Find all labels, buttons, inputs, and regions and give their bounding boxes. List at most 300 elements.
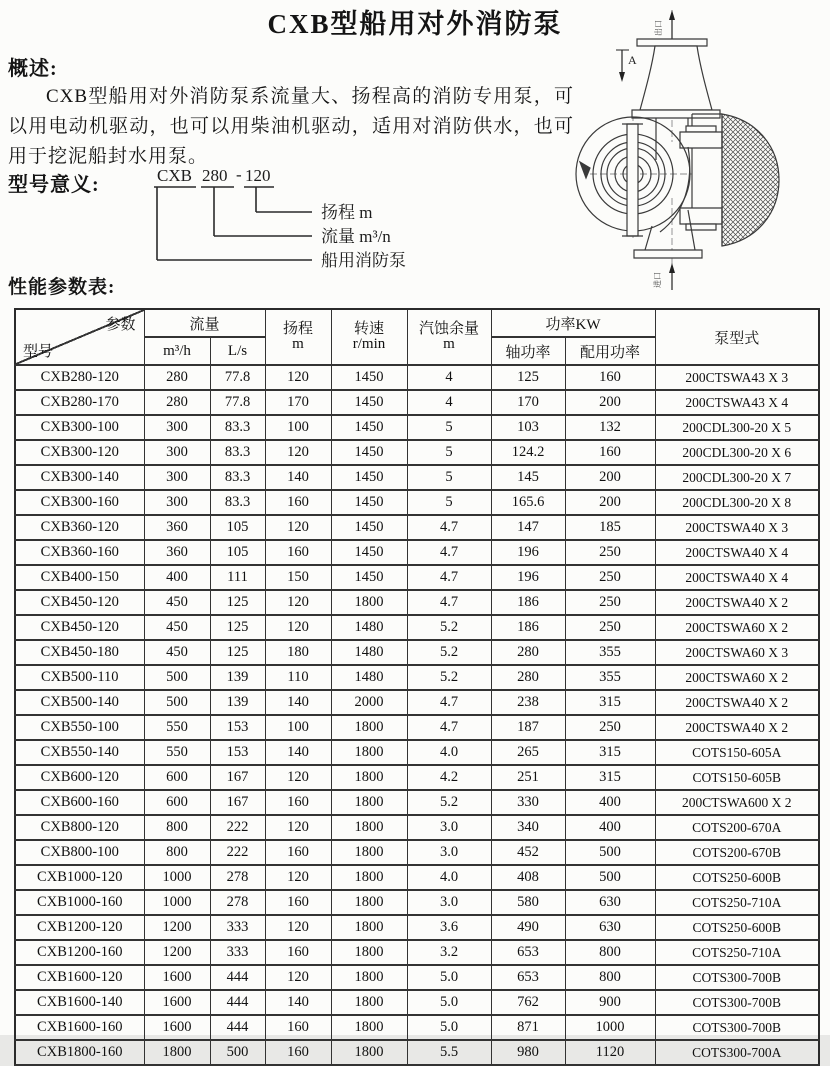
value-cell: 1120: [565, 1040, 655, 1065]
pump-type-cell: 200CTSWA40 X 4: [655, 565, 819, 590]
value-cell: 1800: [331, 815, 407, 840]
value-cell: 125: [491, 365, 565, 390]
value-cell: 132: [565, 415, 655, 440]
value-cell: 77.8: [210, 390, 265, 415]
value-cell: 5.0: [407, 965, 491, 990]
value-cell: 4.7: [407, 540, 491, 565]
model-cell: CXB1200-160: [15, 940, 144, 965]
model-cell: CXB800-100: [15, 840, 144, 865]
value-cell: 630: [565, 915, 655, 940]
table-row: [15, 640, 819, 665]
value-cell: 355: [565, 640, 655, 665]
corner-param-label: 参数: [105, 317, 136, 333]
value-cell: 1800: [331, 840, 407, 865]
model-cell: CXB300-120: [15, 440, 144, 465]
pump-type-cell: COTS300-700B: [655, 1015, 819, 1040]
value-cell: 490: [491, 915, 565, 940]
value-cell: 3.0: [407, 840, 491, 865]
model-cell: CXB450-120: [15, 590, 144, 615]
table-row: [15, 765, 819, 790]
head-unit: m: [292, 336, 304, 352]
value-cell: 900: [565, 990, 655, 1015]
pump-type-cell: 200CTSWA40 X 2: [655, 590, 819, 615]
npsh-label: 汽蚀余量: [419, 321, 480, 337]
table-row: [15, 815, 819, 840]
model-cell: CXB600-160: [15, 790, 144, 815]
value-cell: 222: [210, 840, 265, 865]
value-cell: 3.0: [407, 815, 491, 840]
value-cell: 1800: [331, 940, 407, 965]
value-cell: 550: [144, 715, 210, 740]
value-cell: 444: [210, 1015, 265, 1040]
value-cell: 5.2: [407, 615, 491, 640]
value-cell: 250: [565, 715, 655, 740]
value-cell: 5.2: [407, 665, 491, 690]
value-cell: 200: [565, 390, 655, 415]
value-cell: 124.2: [491, 440, 565, 465]
pump-type-cell: 200CTSWA600 X 2: [655, 790, 819, 815]
shaft-power-header: 轴功率: [491, 337, 565, 365]
speed-label: 转速: [354, 321, 385, 337]
value-cell: 160: [265, 540, 331, 565]
value-cell: 160: [265, 1015, 331, 1040]
value-cell: 1000: [565, 1015, 655, 1040]
value-cell: 196: [491, 540, 565, 565]
value-cell: 1000: [144, 890, 210, 915]
value-cell: 4: [407, 390, 491, 415]
head-column-header: [265, 309, 331, 365]
pump-type-cell: 200CTSWA60 X 3: [655, 640, 819, 665]
value-cell: 1200: [144, 915, 210, 940]
rated-power-header: 配用功率: [565, 337, 655, 365]
table-row: [15, 1040, 819, 1065]
value-cell: 238: [491, 690, 565, 715]
value-cell: 800: [565, 940, 655, 965]
value-cell: 630: [565, 890, 655, 915]
value-cell: 450: [144, 640, 210, 665]
value-cell: 160: [265, 490, 331, 515]
model-cell: CXB550-100: [15, 715, 144, 740]
table-row: [15, 440, 819, 465]
pump-type-cell: 200CTSWA43 X 3: [655, 365, 819, 390]
pump-type-cell: 200CTSWA40 X 3: [655, 515, 819, 540]
value-cell: 1800: [331, 890, 407, 915]
pump-type-cell: COTS300-700B: [655, 990, 819, 1015]
pump-type-cell: COTS250-600B: [655, 915, 819, 940]
value-cell: 5.2: [407, 640, 491, 665]
model-cell: CXB280-120: [15, 365, 144, 390]
table-row: [15, 865, 819, 890]
value-cell: 1800: [331, 590, 407, 615]
value-cell: 278: [210, 865, 265, 890]
value-cell: 120: [265, 815, 331, 840]
value-cell: 83.3: [210, 440, 265, 465]
value-cell: 145: [491, 465, 565, 490]
value-cell: 5: [407, 490, 491, 515]
value-cell: 196: [491, 565, 565, 590]
value-cell: 105: [210, 540, 265, 565]
model-cell: CXB1000-160: [15, 890, 144, 915]
value-cell: 333: [210, 915, 265, 940]
value-cell: 278: [210, 890, 265, 915]
value-cell: 83.3: [210, 490, 265, 515]
value-cell: 160: [265, 790, 331, 815]
value-cell: 800: [144, 815, 210, 840]
overview-heading: 概述:: [8, 58, 58, 80]
value-cell: 4: [407, 365, 491, 390]
pump-type-cell: 200CDL300-20 X 5: [655, 415, 819, 440]
value-cell: 251: [491, 765, 565, 790]
value-cell: 1450: [331, 365, 407, 390]
value-cell: 500: [565, 840, 655, 865]
flow-ls-header: L/s: [210, 337, 265, 365]
table-row: [15, 965, 819, 990]
label-head: 扬程 m: [321, 203, 373, 222]
value-cell: 444: [210, 990, 265, 1015]
value-cell: 5.5: [407, 1040, 491, 1065]
value-cell: 1450: [331, 540, 407, 565]
value-cell: 200: [565, 490, 655, 515]
model-cell: CXB1200-120: [15, 915, 144, 940]
table-row: [15, 990, 819, 1015]
model-cell: CXB1600-140: [15, 990, 144, 1015]
value-cell: 1600: [144, 990, 210, 1015]
value-cell: 185: [565, 515, 655, 540]
value-cell: 120: [265, 865, 331, 890]
value-cell: 1800: [144, 1040, 210, 1065]
pump-type-cell: 200CDL300-20 X 8: [655, 490, 819, 515]
model-code-prefix: CXB: [157, 166, 192, 185]
model-cell: CXB300-140: [15, 465, 144, 490]
value-cell: 340: [491, 815, 565, 840]
pump-type-cell: COTS300-700A: [655, 1040, 819, 1065]
value-cell: 120: [265, 365, 331, 390]
value-cell: 500: [210, 1040, 265, 1065]
model-cell: CXB360-160: [15, 540, 144, 565]
value-cell: 160: [565, 365, 655, 390]
model-cell: CXB360-120: [15, 515, 144, 540]
pump-type-cell: COTS150-605B: [655, 765, 819, 790]
table-row: [15, 365, 819, 390]
table-row: [15, 840, 819, 865]
value-cell: 1450: [331, 440, 407, 465]
table-row: [15, 915, 819, 940]
value-cell: 980: [491, 1040, 565, 1065]
pump-type-cell: 200CDL300-20 X 7: [655, 465, 819, 490]
value-cell: 4.7: [407, 715, 491, 740]
value-cell: 139: [210, 690, 265, 715]
page-title: CXB型船用对外消防泵: [267, 9, 563, 39]
table-row: [15, 540, 819, 565]
pump-type-cell: COTS250-710A: [655, 940, 819, 965]
label-pump-type: 船用消防泵: [321, 251, 406, 270]
value-cell: 186: [491, 590, 565, 615]
power-group-header: 功率KW: [491, 309, 655, 337]
value-cell: 5.2: [407, 790, 491, 815]
value-cell: 83.3: [210, 415, 265, 440]
value-cell: 3.2: [407, 940, 491, 965]
value-cell: 125: [210, 640, 265, 665]
value-cell: 153: [210, 740, 265, 765]
pump-type-cell: 200CTSWA60 X 2: [655, 615, 819, 640]
value-cell: 280: [144, 365, 210, 390]
value-cell: 280: [144, 390, 210, 415]
value-cell: 315: [565, 765, 655, 790]
value-cell: 800: [565, 965, 655, 990]
value-cell: 3.0: [407, 890, 491, 915]
table-row: [15, 590, 819, 615]
value-cell: 1450: [331, 465, 407, 490]
pump-type-cell: 200CTSWA40 X 2: [655, 715, 819, 740]
value-cell: 1800: [331, 790, 407, 815]
value-cell: 120: [265, 965, 331, 990]
model-cell: CXB500-110: [15, 665, 144, 690]
npsh-column-header: [407, 309, 491, 365]
flow-m3h-header: m³/h: [144, 337, 210, 365]
model-cell: CXB300-100: [15, 415, 144, 440]
table-row: [15, 465, 819, 490]
value-cell: 4.0: [407, 865, 491, 890]
value-cell: 120: [265, 615, 331, 640]
pump-type-column-header: 泵型式: [655, 309, 819, 365]
value-cell: 300: [144, 490, 210, 515]
npsh-unit: m: [443, 336, 455, 352]
value-cell: 1200: [144, 940, 210, 965]
value-cell: 186: [491, 615, 565, 640]
table-row: [15, 615, 819, 640]
model-cell: CXB1600-160: [15, 1015, 144, 1040]
value-cell: 330: [491, 790, 565, 815]
header-row-1: [15, 309, 819, 337]
model-meaning-heading: 型号意义:: [8, 174, 100, 196]
value-cell: 77.8: [210, 365, 265, 390]
value-cell: 250: [565, 565, 655, 590]
table-row: [15, 715, 819, 740]
value-cell: 408: [491, 865, 565, 890]
value-cell: 4.7: [407, 515, 491, 540]
value-cell: 250: [565, 540, 655, 565]
value-cell: 147: [491, 515, 565, 540]
table-row: [15, 665, 819, 690]
value-cell: 1480: [331, 665, 407, 690]
pump-type-cell: COTS150-605A: [655, 740, 819, 765]
speed-column-header: [331, 309, 407, 365]
value-cell: 1000: [144, 865, 210, 890]
pump-type-cell: 200CDL300-20 X 6: [655, 440, 819, 465]
value-cell: 160: [265, 890, 331, 915]
performance-table-heading: 性能参数表:: [8, 277, 116, 298]
value-cell: 1450: [331, 565, 407, 590]
value-cell: 1600: [144, 965, 210, 990]
table-row: [15, 740, 819, 765]
value-cell: 1800: [331, 990, 407, 1015]
label-flow: 流量 m³/n: [321, 227, 391, 246]
value-cell: 140: [265, 740, 331, 765]
model-cell: CXB1000-120: [15, 865, 144, 890]
model-code-diagram: [140, 160, 446, 278]
pump-type-cell: COTS200-670B: [655, 840, 819, 865]
value-cell: 125: [210, 615, 265, 640]
value-cell: 1800: [331, 1015, 407, 1040]
table-row: [15, 890, 819, 915]
value-cell: 120: [265, 440, 331, 465]
value-cell: 1450: [331, 390, 407, 415]
value-cell: 400: [144, 565, 210, 590]
value-cell: 1480: [331, 615, 407, 640]
value-cell: 5.0: [407, 1015, 491, 1040]
value-cell: 180: [265, 640, 331, 665]
value-cell: 111: [210, 565, 265, 590]
value-cell: 300: [144, 465, 210, 490]
value-cell: 140: [265, 465, 331, 490]
value-cell: 140: [265, 990, 331, 1015]
value-cell: 600: [144, 765, 210, 790]
value-cell: 2000: [331, 690, 407, 715]
value-cell: 1450: [331, 490, 407, 515]
view-a-arrow: [616, 50, 637, 82]
value-cell: 450: [144, 590, 210, 615]
value-cell: 1800: [331, 740, 407, 765]
flow-group-header: 流量: [144, 309, 265, 337]
value-cell: 452: [491, 840, 565, 865]
model-cell: CXB280-170: [15, 390, 144, 415]
value-cell: 360: [144, 540, 210, 565]
value-cell: 140: [265, 690, 331, 715]
value-cell: 1800: [331, 865, 407, 890]
value-cell: 120: [265, 515, 331, 540]
value-cell: 300: [144, 415, 210, 440]
value-cell: 1450: [331, 415, 407, 440]
value-cell: 871: [491, 1015, 565, 1040]
value-cell: 5: [407, 415, 491, 440]
value-cell: 500: [144, 665, 210, 690]
value-cell: 265: [491, 740, 565, 765]
model-code-flow: 280: [202, 166, 228, 185]
value-cell: 580: [491, 890, 565, 915]
pump-type-cell: COTS300-700B: [655, 965, 819, 990]
value-cell: 170: [265, 390, 331, 415]
model-cell: CXB600-120: [15, 765, 144, 790]
value-cell: 100: [265, 415, 331, 440]
table-row: [15, 415, 819, 440]
value-cell: 139: [210, 665, 265, 690]
value-cell: 653: [491, 965, 565, 990]
value-cell: 1800: [331, 965, 407, 990]
value-cell: 110: [265, 665, 331, 690]
value-cell: 360: [144, 515, 210, 540]
model-code-separator: -: [236, 165, 242, 184]
value-cell: 250: [565, 590, 655, 615]
value-cell: 280: [491, 665, 565, 690]
performance-table: [14, 308, 820, 1066]
model-cell: CXB800-120: [15, 815, 144, 840]
value-cell: 167: [210, 765, 265, 790]
model-cell: CXB450-120: [15, 615, 144, 640]
model-cell: CXB300-160: [15, 490, 144, 515]
model-cell: CXB1800-160: [15, 1040, 144, 1065]
value-cell: 500: [565, 865, 655, 890]
value-cell: 167: [210, 790, 265, 815]
model-cell: CXB500-140: [15, 690, 144, 715]
value-cell: 1480: [331, 640, 407, 665]
model-cell: CXB1600-120: [15, 965, 144, 990]
value-cell: 1800: [331, 715, 407, 740]
value-cell: 250: [565, 615, 655, 640]
table-row: [15, 790, 819, 815]
value-cell: 1450: [331, 515, 407, 540]
value-cell: 105: [210, 515, 265, 540]
value-cell: 150: [265, 565, 331, 590]
value-cell: 400: [565, 815, 655, 840]
value-cell: 100: [265, 715, 331, 740]
value-cell: 355: [565, 665, 655, 690]
value-cell: 120: [265, 765, 331, 790]
value-cell: 315: [565, 740, 655, 765]
value-cell: 3.6: [407, 915, 491, 940]
value-cell: 153: [210, 715, 265, 740]
model-cell: CXB550-140: [15, 740, 144, 765]
view-a-label: A: [628, 53, 637, 67]
table-row: [15, 690, 819, 715]
model-cell: CXB450-180: [15, 640, 144, 665]
pump-type-cell: 200CTSWA40 X 4: [655, 540, 819, 565]
value-cell: 5: [407, 440, 491, 465]
value-cell: 125: [210, 590, 265, 615]
model-cell: CXB400-150: [15, 565, 144, 590]
pump-type-cell: COTS200-670A: [655, 815, 819, 840]
table-row: [15, 490, 819, 515]
value-cell: 1600: [144, 1015, 210, 1040]
outlet-label: 出口: [654, 20, 663, 36]
head-label: 扬程: [283, 321, 314, 337]
table-row: [15, 940, 819, 965]
value-cell: 120: [265, 590, 331, 615]
value-cell: 653: [491, 940, 565, 965]
value-cell: 187: [491, 715, 565, 740]
value-cell: 4.0: [407, 740, 491, 765]
corner-model-label: 型号: [23, 344, 54, 360]
value-cell: 160: [565, 440, 655, 465]
value-cell: 762: [491, 990, 565, 1015]
value-cell: 103: [491, 415, 565, 440]
value-cell: 500: [144, 690, 210, 715]
value-cell: 1800: [331, 765, 407, 790]
value-cell: 400: [565, 790, 655, 815]
pump-type-cell: 200CTSWA43 X 4: [655, 390, 819, 415]
value-cell: 333: [210, 940, 265, 965]
speed-unit: r/min: [352, 336, 386, 352]
pump-type-cell: 200CTSWA40 X 2: [655, 690, 819, 715]
value-cell: 450: [144, 615, 210, 640]
pump-drawing: [588, 2, 826, 298]
value-cell: 120: [265, 915, 331, 940]
value-cell: 1800: [331, 1040, 407, 1065]
inlet-arrow: [652, 263, 675, 290]
pump-type-cell: 200CTSWA60 X 2: [655, 665, 819, 690]
value-cell: 165.6: [491, 490, 565, 515]
value-cell: 444: [210, 965, 265, 990]
value-cell: 83.3: [210, 465, 265, 490]
value-cell: 160: [265, 1040, 331, 1065]
overview-paragraph: CXB型船用对外消防泵系流量大、扬程高的消防专用泵，可以用电动机驱动，也可以用柴油机驱动，适用对消防供水，也可用于挖泥船封水用泵。: [8, 86, 574, 167]
table-row: [15, 515, 819, 540]
value-cell: 160: [265, 940, 331, 965]
value-cell: 160: [265, 840, 331, 865]
value-cell: 315: [565, 690, 655, 715]
value-cell: 170: [491, 390, 565, 415]
value-cell: 5: [407, 465, 491, 490]
value-cell: 550: [144, 740, 210, 765]
